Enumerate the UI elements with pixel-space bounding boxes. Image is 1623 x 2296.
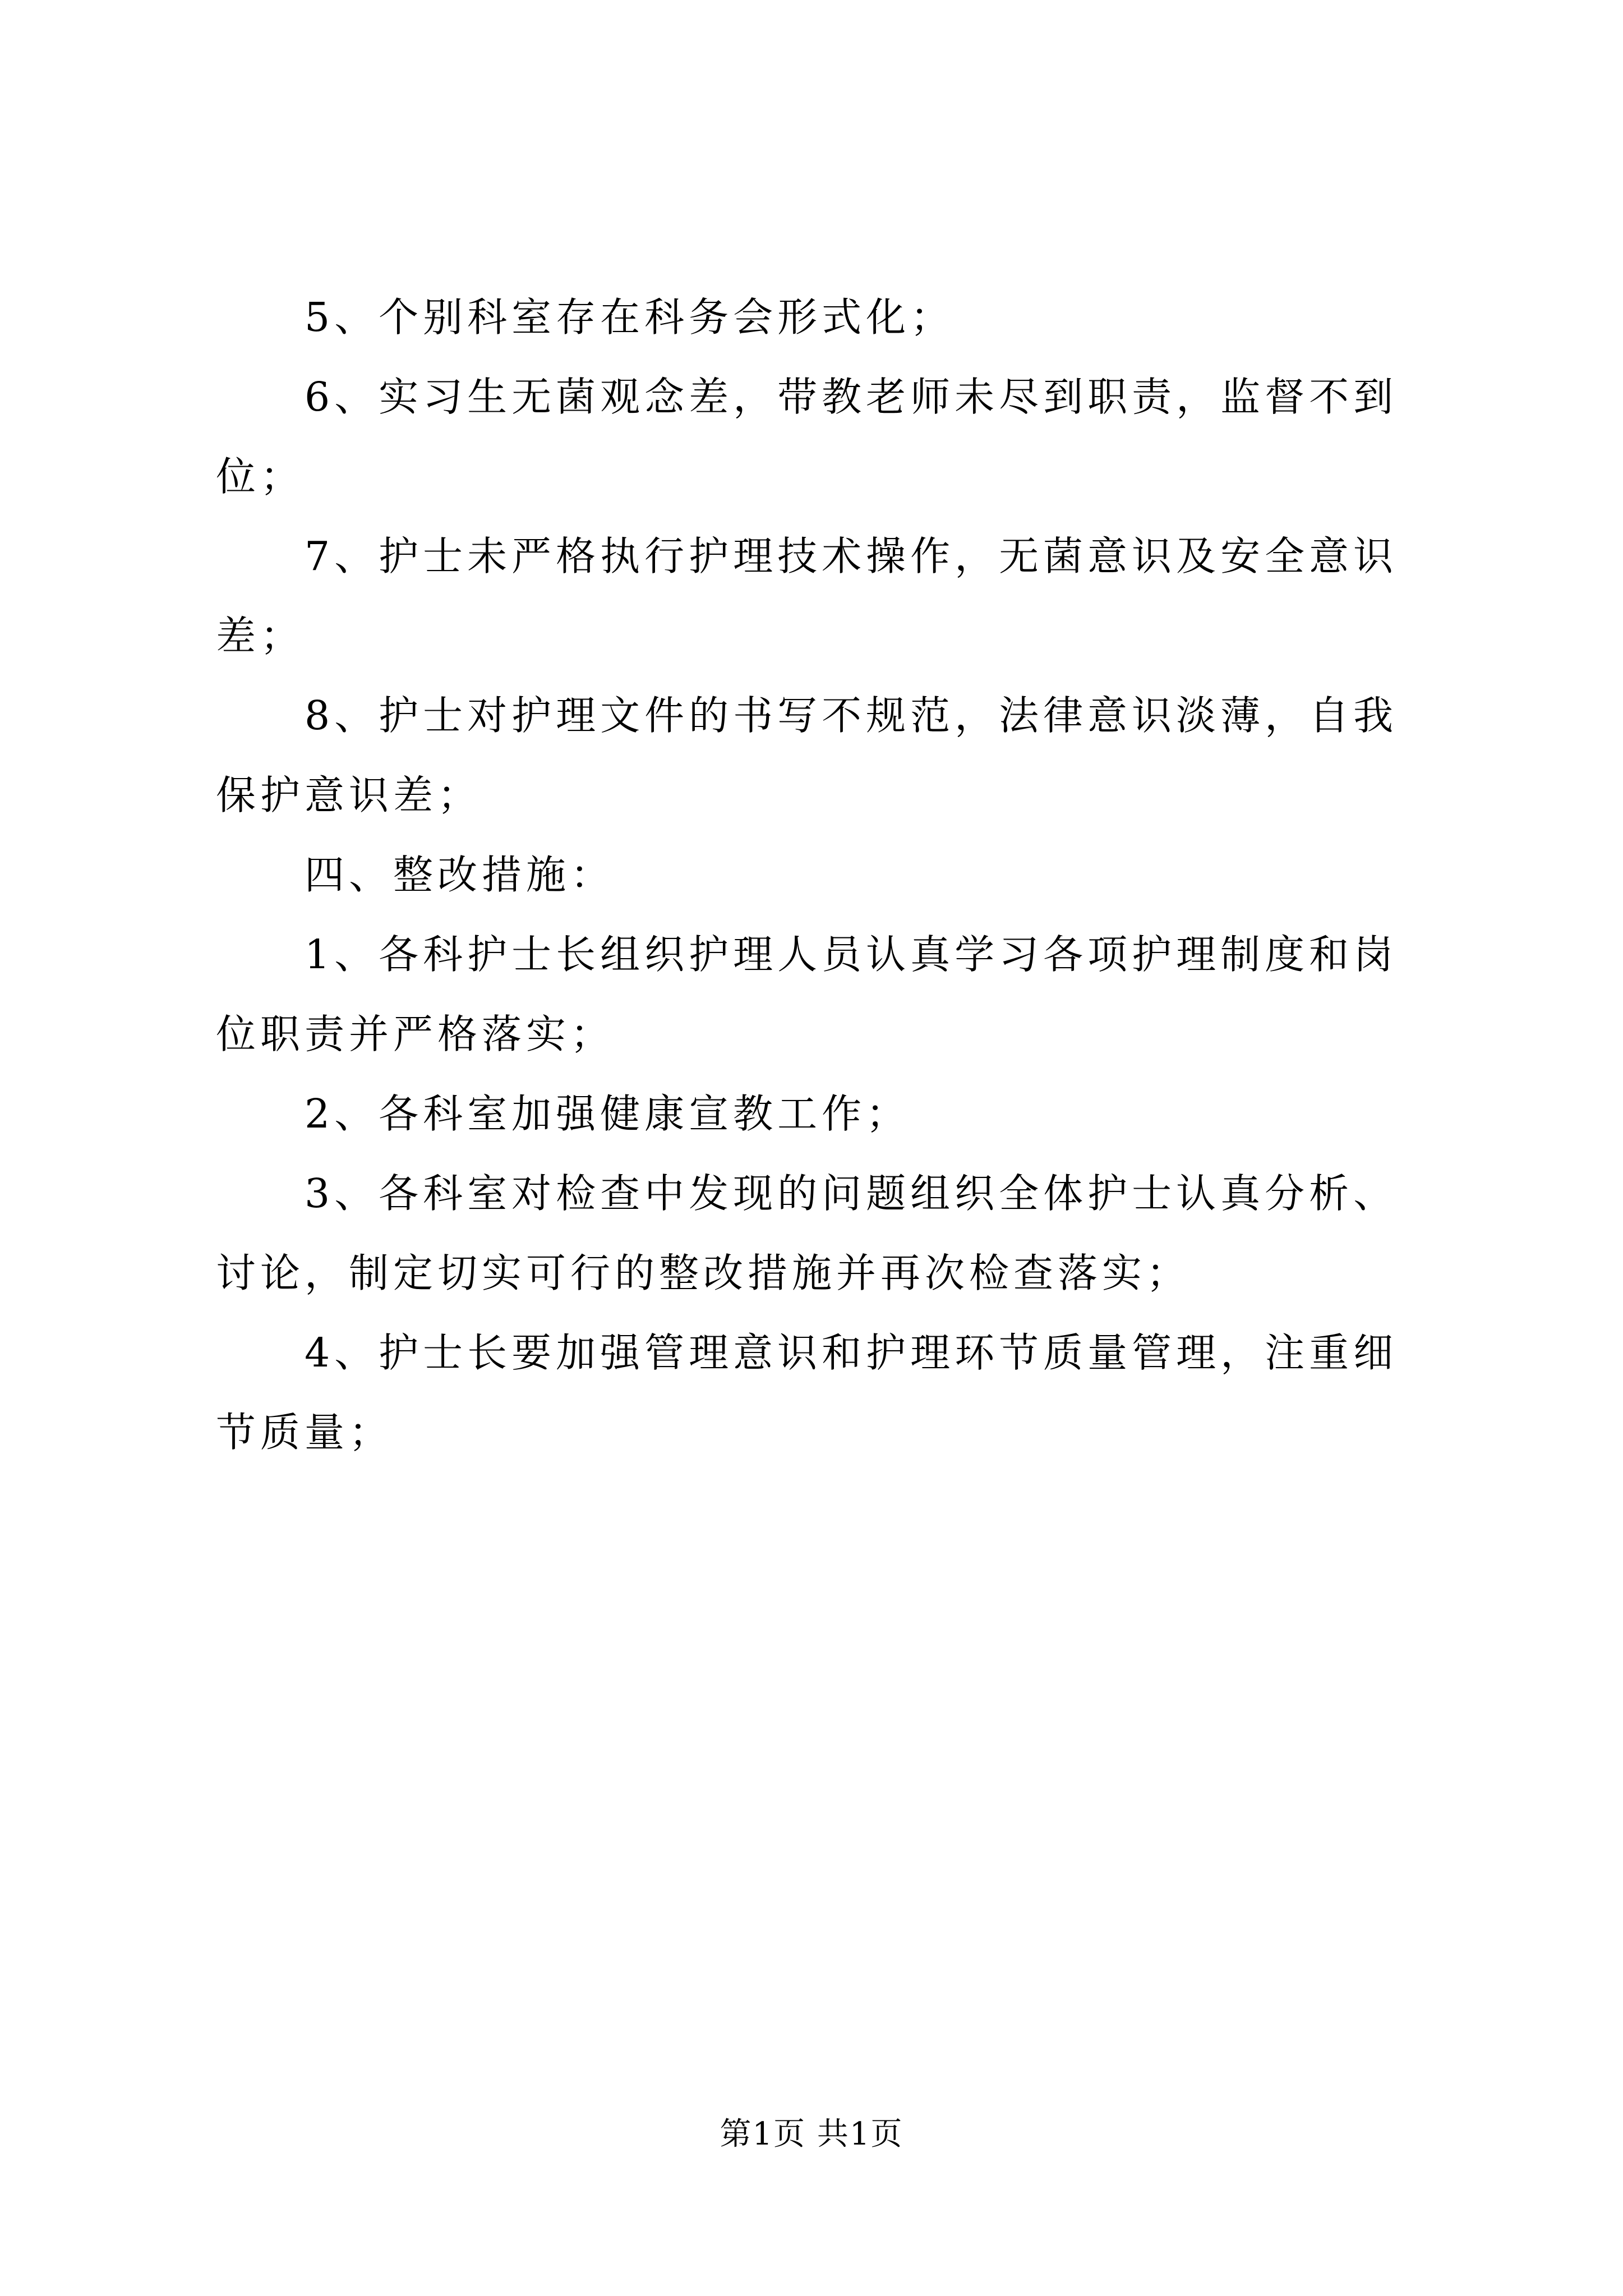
measure-item-1: 1、各科护士长组织护理人员认真学习各项护理制度和岗位职责并严格落实； bbox=[216, 931, 1398, 1057]
measure-item-3: 3、各科室对检查中发现的问题组织全体护士认真分析、讨论，制定切实可行的整改措施并再次检查落实； bbox=[216, 1170, 1398, 1296]
measure-item-4: 4、护士长要加强管理意识和护理环节质量管理，注重细节质量； bbox=[216, 1329, 1398, 1456]
measure-item-2: 2、各科室加强健康宣教工作； bbox=[305, 1091, 911, 1137]
paragraph-item-8: 8、护士对护理文件的书写不规范，法律意识淡薄，自我保护意识差； bbox=[216, 692, 1398, 818]
paragraph-item-6: 6、实习生无菌观念差，带教老师未尽到职责，监督不到位； bbox=[216, 374, 1398, 500]
page-footer: 第1页 共1页 bbox=[720, 2116, 903, 2152]
paragraph-item-7: 7、护士未严格执行护理技术操作，无菌意识及安全意识差； bbox=[216, 533, 1398, 659]
document-body bbox=[216, 278, 1427, 1473]
paragraph-item-5: 5、个别科室存在科务会形式化； bbox=[305, 294, 955, 341]
section-heading-rectification: 四、整改措施： bbox=[305, 852, 615, 898]
